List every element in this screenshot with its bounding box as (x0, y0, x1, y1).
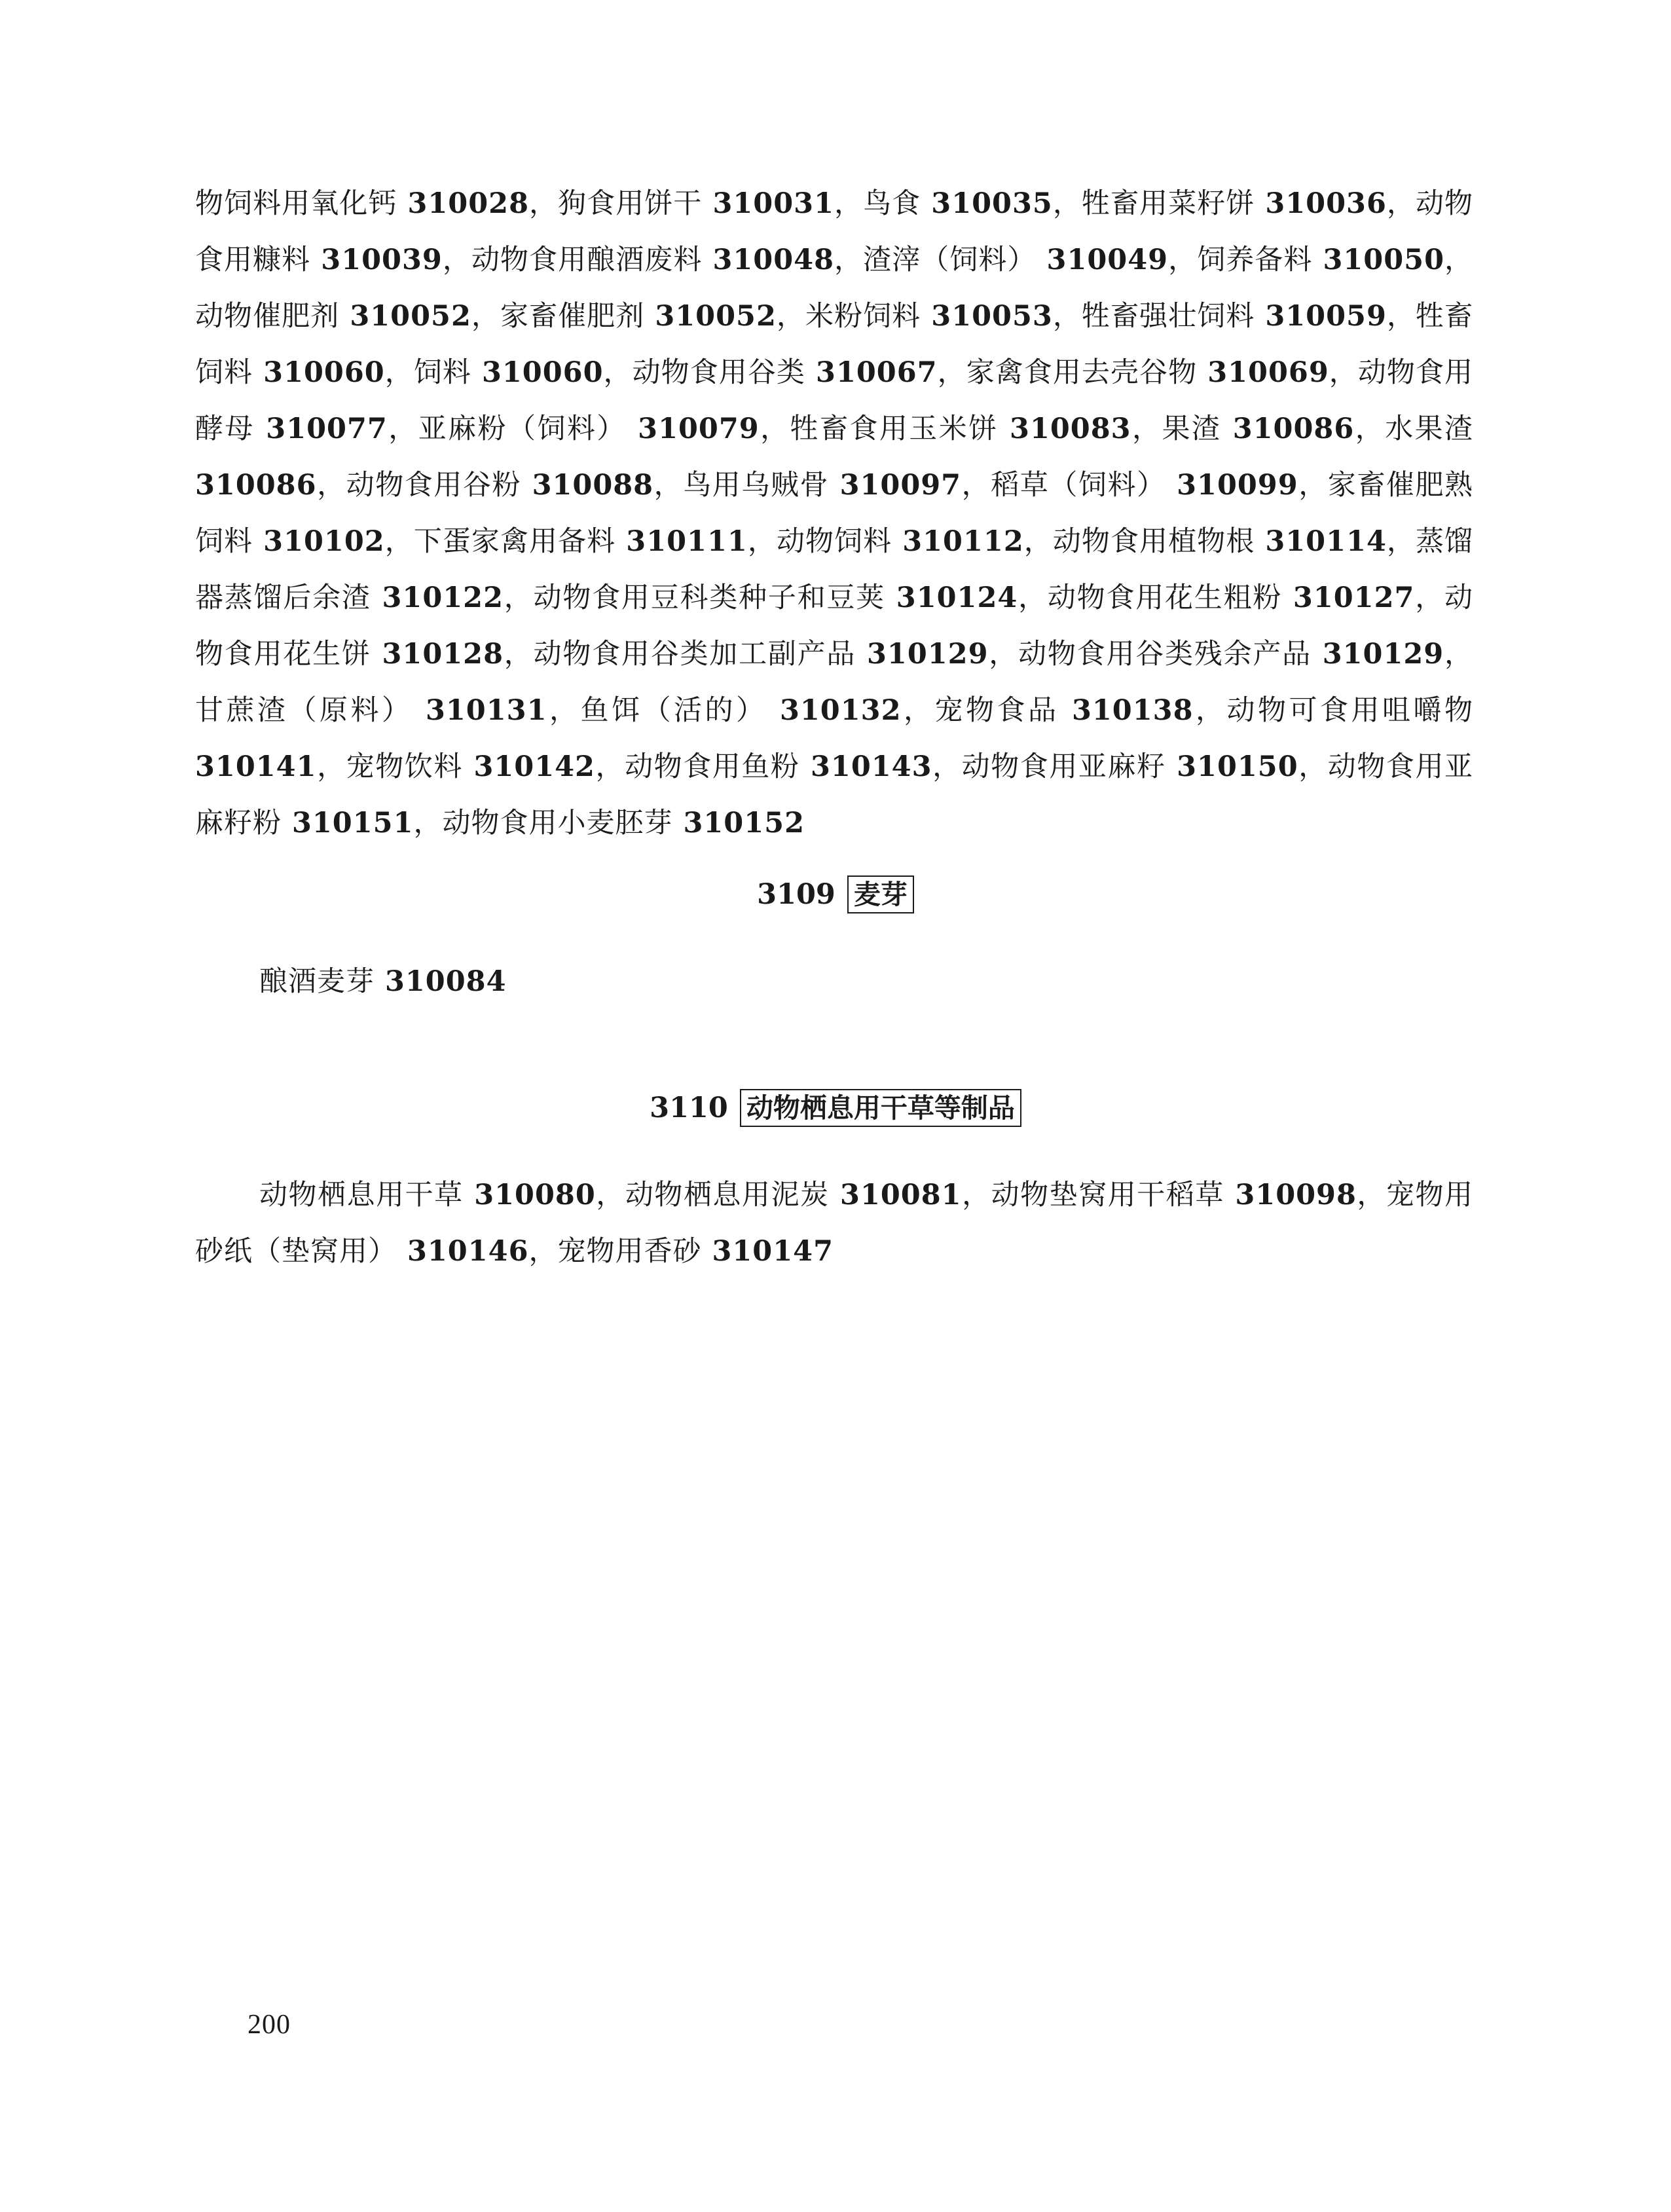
goods-code: 310053 (921, 300, 1053, 333)
goods-name: 家畜催肥熟饲料 (195, 469, 1474, 558)
separator: ， (747, 525, 777, 558)
separator: ， (988, 638, 1019, 671)
goods-code: 310099 (1166, 469, 1298, 502)
continued-goods-list (195, 175, 1473, 851)
goods-code: 310028 (397, 187, 529, 220)
goods-entry (935, 694, 1227, 727)
goods-name: 饲养备料 (1197, 244, 1313, 276)
goods-name: 物饲料用氧化钙 (195, 187, 397, 220)
goods-name: 动物垫窝用干稻草 (991, 1179, 1224, 1211)
goods-code: 310079 (626, 413, 760, 445)
separator: ， (1354, 413, 1386, 445)
goods-code: 310059 (1255, 300, 1387, 333)
goods-name: 宠物食品 (934, 694, 1059, 727)
goods-code: 310129 (856, 638, 989, 671)
goods-name: 动物食用豆科类种子和豆荚 (533, 581, 886, 614)
section-title-box: 动物栖息用干草等制品 (740, 1089, 1021, 1127)
goods-code: 310086 (195, 469, 317, 502)
separator: ， (387, 413, 418, 445)
goods-entry (962, 750, 1328, 783)
goods-name: 米粉饲料 (805, 300, 921, 333)
separator: ， (776, 300, 805, 333)
goods-name: 动物食用鱼粉 (625, 750, 800, 783)
section-3110-goods-list (195, 1167, 1473, 1280)
goods-name: 酿酒麦芽 (259, 965, 375, 998)
separator: ， (1386, 300, 1416, 333)
section-heading-3109 (0, 875, 1671, 914)
goods-name: 蒸馏器蒸馏后余渣 (195, 525, 1474, 614)
goods-entry (414, 356, 633, 389)
goods-code: 310052 (644, 300, 777, 333)
separator: ， (1298, 469, 1328, 502)
goods-entry (863, 187, 1082, 220)
goods-code: 310069 (1197, 356, 1329, 389)
goods-name: 动物可食用咀嚼物 (1226, 694, 1473, 727)
goods-entry (558, 187, 863, 220)
separator: ， (653, 469, 684, 502)
goods-entry (534, 581, 1048, 614)
separator: ， (961, 469, 991, 502)
goods-entry (625, 1179, 991, 1211)
section-number: 3109 (757, 878, 836, 911)
goods-name: 动物食用花生粗粉 (1047, 581, 1283, 614)
separator: ， (932, 750, 962, 783)
separator: ， (1386, 525, 1416, 558)
goods-name: 稻草（饲料） (991, 469, 1166, 502)
goods-name: 渣滓（饲料） (863, 244, 1037, 276)
goods-name: 动物栖息用干草 (259, 1179, 464, 1211)
goods-code: 310098 (1224, 1179, 1357, 1211)
goods-name: 宠物用砂纸（垫窝用） (195, 1179, 1474, 1268)
separator: ， (1414, 581, 1445, 614)
separator: ， (1052, 300, 1082, 333)
goods-entry (259, 965, 507, 998)
goods-entry (558, 1235, 834, 1268)
goods-name: 甘蔗渣（原料） (195, 694, 413, 727)
goods-entry (777, 525, 1053, 558)
goods-name: 动物食用酿酒废料 (471, 244, 703, 276)
goods-name: 动物食用谷类 (632, 356, 805, 389)
goods-code: 310132 (767, 694, 902, 727)
separator: ， (1386, 187, 1416, 220)
goods-entry (625, 750, 962, 783)
goods-entry (195, 694, 581, 727)
separator: ， (413, 807, 443, 839)
goods-entry (1197, 244, 1473, 276)
goods-entry (443, 807, 805, 839)
goods-entry (790, 413, 1162, 445)
section-number: 3110 (650, 1092, 728, 1124)
goods-code: 310111 (615, 525, 748, 558)
goods-name: 宠物用香砂 (557, 1235, 702, 1268)
goods-name: 水果渣 (1385, 413, 1473, 445)
goods-name: 果渣 (1162, 413, 1222, 445)
goods-name: 鸟用乌贼骨 (683, 469, 830, 502)
goods-code: 310081 (829, 1179, 962, 1211)
goods-entry (195, 300, 500, 333)
goods-entry (581, 694, 935, 727)
goods-name: 下蛋家禽用备料 (413, 525, 616, 558)
separator: ， (1329, 356, 1358, 389)
goods-code: 310128 (371, 638, 504, 671)
goods-name: 鱼饵（活的） (580, 694, 767, 727)
goods-name: 动物食用花生饼 (195, 581, 1474, 671)
goods-code: 310080 (463, 1179, 596, 1211)
separator: ， (834, 244, 864, 276)
section-3109-goods-list (195, 953, 1473, 1010)
goods-entry (1082, 187, 1416, 220)
goods-code: 310050 (1312, 244, 1444, 276)
separator: ， (901, 694, 935, 727)
separator: ， (529, 187, 559, 220)
section-heading-3110 (0, 1088, 1671, 1128)
goods-code: 310150 (1166, 750, 1298, 783)
goods-code: 310146 (397, 1235, 529, 1268)
goods-code: 310048 (702, 244, 834, 276)
separator: ， (937, 356, 966, 389)
goods-name: 动物食用酵母 (195, 356, 1474, 445)
goods-code: 310097 (829, 469, 962, 502)
goods-code: 310067 (805, 356, 938, 389)
goods-entry (414, 525, 777, 558)
goods-name: 动物催肥剂 (195, 300, 340, 333)
goods-name: 家畜催肥剂 (500, 300, 645, 333)
separator: ， (504, 581, 534, 614)
goods-entry (991, 1179, 1386, 1211)
separator: ， (1444, 244, 1474, 276)
goods-name: 牲畜用菜籽饼 (1081, 187, 1255, 220)
separator: ， (1298, 750, 1328, 783)
separator: ， (547, 694, 581, 727)
goods-code: 310147 (701, 1235, 834, 1268)
goods-code: 310152 (672, 807, 805, 839)
goods-entry (1048, 581, 1444, 614)
goods-name: 牲畜强壮饲料 (1081, 300, 1255, 333)
goods-name: 动物食用亚麻籽粉 (195, 750, 1474, 839)
goods-code: 310084 (375, 965, 507, 998)
goods-code: 310151 (282, 807, 414, 839)
separator: ， (961, 1179, 991, 1211)
separator: ， (316, 750, 346, 783)
goods-code: 310129 (1311, 638, 1444, 671)
goods-code: 310049 (1036, 244, 1169, 276)
goods-name: 动物食用植物根 (1052, 525, 1255, 558)
goods-name: 动物食用亚麻籽 (961, 750, 1166, 783)
goods-name: 动物食用糠料 (195, 187, 1474, 276)
goods-code: 310124 (885, 581, 1018, 614)
goods-code: 310052 (339, 300, 471, 333)
goods-entry (805, 300, 1082, 333)
goods-code: 310102 (253, 525, 385, 558)
goods-code: 310060 (253, 356, 385, 389)
separator: ， (1052, 187, 1082, 220)
separator: ， (834, 187, 864, 220)
goods-name: 动物食用谷类加工副产品 (533, 638, 856, 671)
separator: ， (1018, 581, 1048, 614)
goods-entry (534, 638, 1019, 671)
goods-code: 310077 (254, 413, 388, 445)
goods-code: 310031 (702, 187, 834, 220)
separator: ， (1356, 1179, 1386, 1211)
goods-code: 310138 (1059, 694, 1194, 727)
separator: ， (1023, 525, 1053, 558)
goods-code: 310083 (998, 413, 1131, 445)
separator: ， (504, 638, 534, 671)
section-title-box: 麦芽 (847, 876, 914, 913)
goods-code: 310112 (892, 525, 1024, 558)
separator: ， (528, 1235, 558, 1268)
separator: ， (1131, 413, 1162, 445)
separator: ， (759, 413, 790, 445)
goods-code: 310039 (310, 244, 443, 276)
goods-code: 310114 (1255, 525, 1387, 558)
goods-entry (471, 244, 863, 276)
goods-name: 动物饲料 (776, 525, 892, 558)
goods-entry (1082, 300, 1416, 333)
goods-code: 310122 (371, 581, 504, 614)
goods-entry (863, 244, 1197, 276)
goods-name: 动物食用谷粉 (346, 469, 522, 502)
goods-name: 牲畜食用玉米饼 (790, 413, 999, 445)
goods-code: 310143 (799, 750, 932, 783)
goods-code: 310088 (521, 469, 654, 502)
goods-code: 310142 (462, 750, 595, 783)
goods-entry (418, 413, 790, 445)
goods-code: 310035 (921, 187, 1053, 220)
goods-name: 亚麻粉（饲料） (418, 413, 627, 445)
separator: ， (384, 525, 414, 558)
goods-name: 狗食用饼干 (558, 187, 703, 220)
goods-entry (683, 469, 991, 502)
goods-code: 310086 (1221, 413, 1355, 445)
page-number: 200 (248, 2010, 291, 2040)
separator: ， (471, 300, 500, 333)
goods-code: 310060 (471, 356, 604, 389)
goods-name: 饲料 (413, 356, 471, 389)
goods-name: 家禽食用去壳谷物 (966, 356, 1198, 389)
separator: ， (1193, 694, 1227, 727)
separator: ， (595, 1179, 625, 1211)
separator: ， (316, 469, 346, 502)
goods-name: 动物栖息用泥炭 (625, 1179, 830, 1211)
goods-entry (991, 469, 1328, 502)
goods-entry (195, 187, 558, 220)
goods-code: 310036 (1255, 187, 1387, 220)
goods-entry (346, 750, 625, 783)
goods-name: 鸟食 (863, 187, 921, 220)
goods-name: 动物食用小麦胚芽 (442, 807, 673, 839)
goods-name: 动物食用谷类残余产品 (1018, 638, 1312, 671)
goods-name: 宠物饮料 (346, 750, 463, 783)
goods-entry (259, 1179, 625, 1211)
separator: ， (595, 750, 625, 783)
goods-entry (966, 356, 1358, 389)
separator: ， (603, 356, 633, 389)
goods-code: 310127 (1282, 581, 1415, 614)
goods-entry (1018, 638, 1473, 671)
separator: ， (1444, 638, 1474, 671)
separator: ， (1168, 244, 1198, 276)
goods-entry (500, 300, 805, 333)
goods-code: 310141 (195, 750, 317, 783)
goods-entry (346, 469, 684, 502)
goods-entry (1053, 525, 1416, 558)
separator: ， (442, 244, 471, 276)
goods-entry (1162, 413, 1385, 445)
separator: ， (384, 356, 414, 389)
goods-entry (633, 356, 966, 389)
goods-name: 牲畜饲料 (195, 300, 1474, 389)
goods-code: 310131 (413, 694, 547, 727)
